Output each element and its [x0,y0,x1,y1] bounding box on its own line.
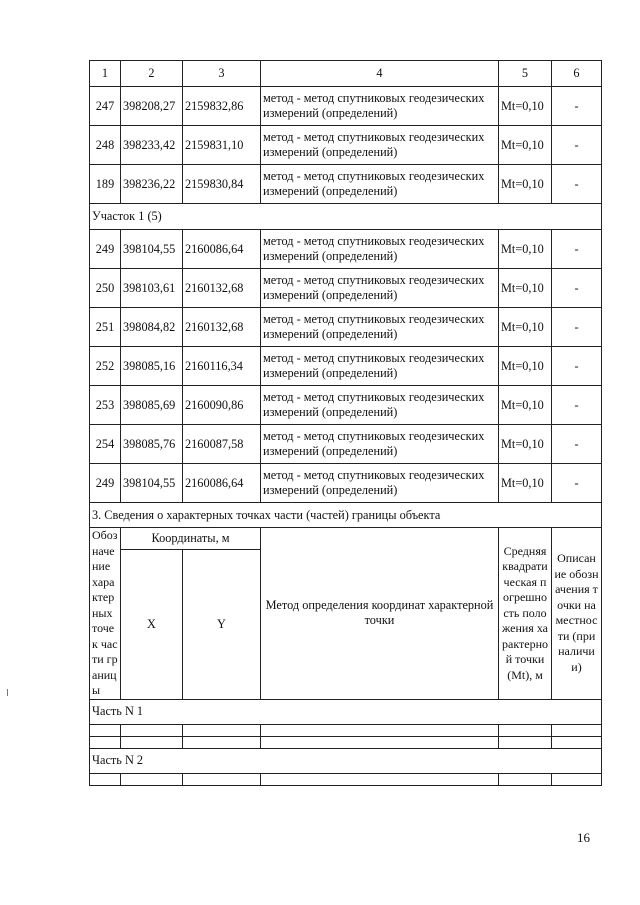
coord-x: 398103,61 [121,269,183,308]
header-cell: 3 [183,61,261,87]
section-title-row [90,503,602,528]
method-cell: метод - метод спутниковых геодезических измерений (определений) [261,126,499,165]
point-number: 253 [90,386,121,425]
coord-y: 2160116,34 [183,347,261,386]
table-row [90,269,602,308]
y-header: Y [183,550,261,699]
section3-title: 3. Сведения о характерных точках части (частей) границы объекта [90,503,602,528]
coord-y: 2160090,86 [183,386,261,425]
description-header: Описание обозначения точки на местности (при наличии) [552,528,602,700]
table-row [90,126,602,165]
coord-y: 2159832,86 [183,87,261,126]
coord-y: 2159830,84 [183,165,261,204]
mt-cell: Mt=0,10 [499,269,552,308]
mt-cell: Mt=0,10 [499,308,552,347]
description-cell: - [552,126,602,165]
point-number: 250 [90,269,121,308]
coord-y: 2159831,10 [183,126,261,165]
table-row [90,425,602,464]
description-cell: - [552,464,602,503]
description-cell: - [552,386,602,425]
method-cell: метод - метод спутниковых геодезических измерений (определений) [261,308,499,347]
description-cell: - [552,269,602,308]
margin-mark [7,689,8,696]
method-cell: метод - метод спутниковых геодезических измерений (определений) [261,87,499,126]
coordinates-header: Координаты, м [121,528,261,550]
part1-label: Часть N 1 [90,699,602,724]
header-cell: 6 [552,61,602,87]
mt-cell: Mt=0,10 [499,386,552,425]
coord-y: 2160132,68 [183,269,261,308]
method-cell: метод - метод спутниковых геодезических измерений (определений) [261,464,499,503]
point-number: 254 [90,425,121,464]
coord-x: 398233,42 [121,126,183,165]
section-row [90,204,602,230]
point-number: 249 [90,230,121,269]
empty-row [90,773,602,785]
mt-cell: Mt=0,10 [499,87,552,126]
point-number: 248 [90,126,121,165]
method-cell: метод - метод спутниковых геодезических измерений (определений) [261,386,499,425]
mt-cell: Mt=0,10 [499,126,552,165]
coord-x: 398104,55 [121,230,183,269]
coord-y: 2160086,64 [183,230,261,269]
description-cell: - [552,230,602,269]
mt-cell: Mt=0,10 [499,464,552,503]
point-number: 189 [90,165,121,204]
coord-x: 398085,69 [121,386,183,425]
table-row [90,87,602,126]
coord-x: 398085,16 [121,347,183,386]
description-cell: - [552,425,602,464]
table-row [90,230,602,269]
header-cell: 5 [499,61,552,87]
header-cell: 2 [121,61,183,87]
coord-x: 398104,55 [121,464,183,503]
description-cell: - [552,308,602,347]
section-label: Участок 1 (5) [90,204,602,230]
point-number: 251 [90,308,121,347]
description-cell: - [552,87,602,126]
coord-x: 398208,27 [121,87,183,126]
empty-row [90,736,602,748]
header-cell: 4 [261,61,499,87]
header-row [90,61,602,87]
point-number: 249 [90,464,121,503]
mt-cell: Mt=0,10 [499,425,552,464]
table-row [90,165,602,204]
mt-cell: Mt=0,10 [499,347,552,386]
method-cell: метод - метод спутниковых геодезических измерений (определений) [261,347,499,386]
table-row [90,386,602,425]
page-number: 16 [577,830,590,845]
header-cell: 1 [90,61,121,87]
boundary-points-table [89,60,602,786]
coord-x: 398085,76 [121,425,183,464]
coord-y: 2160086,64 [183,464,261,503]
designation-header: Обозначение характерных точек части границы [90,528,121,700]
table-row [90,464,602,503]
empty-row [90,724,602,736]
method-cell: метод - метод спутниковых геодезических измерений (определений) [261,425,499,464]
coord-y: 2160087,58 [183,425,261,464]
part-row [90,748,602,773]
mt-cell: Mt=0,10 [499,165,552,204]
method-header: Метод определения координат характерной точки [261,528,499,700]
method-cell: метод - метод спутниковых геодезических измерений (определений) [261,269,499,308]
coord-x: 398084,82 [121,308,183,347]
section3-header-row [90,528,602,550]
part2-label: Часть N 2 [90,748,602,773]
x-header: X [121,550,183,699]
part-row [90,699,602,724]
description-cell: - [552,347,602,386]
table-row [90,308,602,347]
mt-cell: Mt=0,10 [499,230,552,269]
method-cell: метод - метод спутниковых геодезических измерений (определений) [261,230,499,269]
mt-header: Средняя квадратическая погрешность положения характерной точки (Mt), м [499,528,552,700]
point-number: 252 [90,347,121,386]
coord-x: 398236,22 [121,165,183,204]
description-cell: - [552,165,602,204]
method-cell: метод - метод спутниковых геодезических измерений (определений) [261,165,499,204]
coord-y: 2160132,68 [183,308,261,347]
point-number: 247 [90,87,121,126]
table-row [90,347,602,386]
